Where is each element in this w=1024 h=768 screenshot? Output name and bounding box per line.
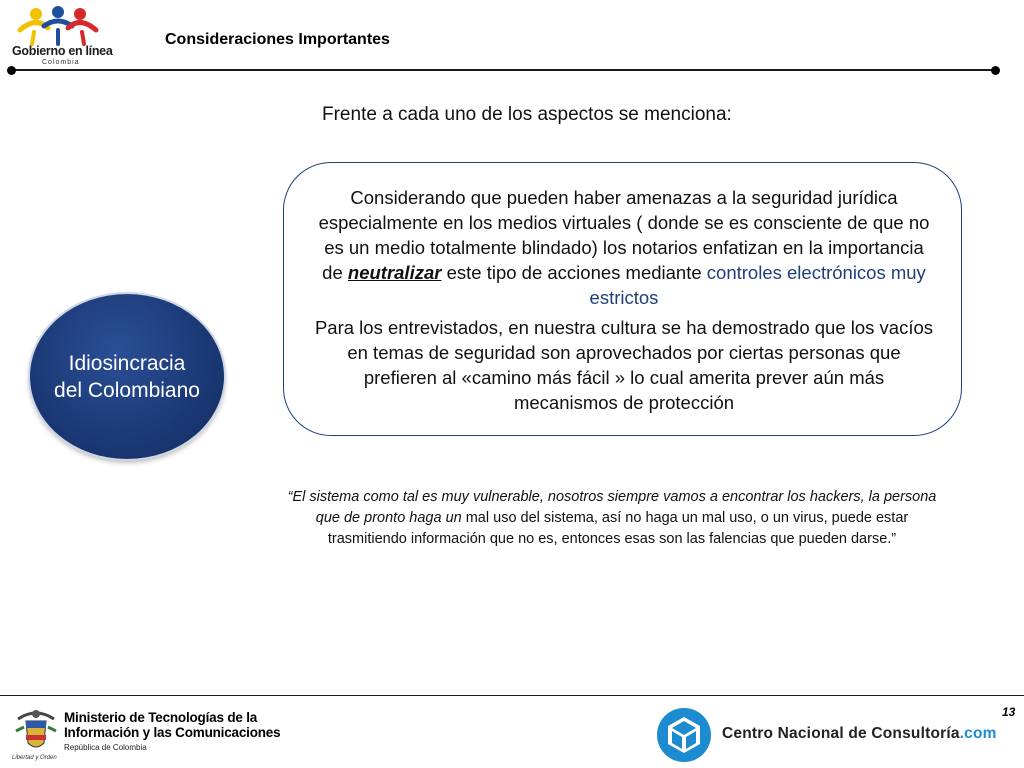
logo-main-text: Gobierno en línea bbox=[12, 44, 113, 58]
header-divider bbox=[12, 69, 996, 71]
divider-dot-left bbox=[7, 66, 16, 75]
cnc-name bbox=[722, 725, 997, 743]
para1-text-b: este tipo de acciones mediante bbox=[441, 262, 707, 283]
callout-box bbox=[283, 162, 962, 436]
divider-dot-right bbox=[991, 66, 1000, 75]
cnc-logo bbox=[656, 706, 997, 764]
ministry-country: República de Colombia bbox=[64, 743, 147, 752]
cnc-cube-logo bbox=[656, 707, 712, 763]
ministry-name-line-2: Información y las Comunicaciones bbox=[64, 725, 281, 740]
quote-normal: mal uso del sistema, así no haga un mal uso, o un virus, puede estar trasmitiendo información que no es, entonces esas son las falencias que pueden darse.” bbox=[327, 510, 909, 547]
ministry-motto: Libertad y Orden bbox=[12, 755, 57, 761]
ministry-logo bbox=[10, 703, 281, 765]
quote-italic: “El sistema como tal es muy vulnerable, nosotros siempre vamos a encontrar los hackers, la persona que de pronto haga un bbox=[287, 489, 937, 526]
callout-paragraph-1 bbox=[314, 185, 934, 310]
gobierno-en-linea-logo bbox=[8, 4, 113, 70]
intro-text: Frente a cada uno de los aspectos se menciona: bbox=[322, 104, 732, 125]
ministry-name-line-1: Ministerio de Tecnologías de la bbox=[64, 710, 258, 725]
callout-paragraph-2: Para los entrevistados, en nuestra cultura se ha demostrado que los vacíos en temas de seguridad son aprovechados por ciertas personas que prefieren al «camino más fácil » lo cual amerita prever aún más mecanismos de protección bbox=[314, 317, 934, 413]
slide-title: Consideraciones Importantes bbox=[165, 31, 390, 48]
colombia-coat-of-arms-icon bbox=[14, 705, 58, 755]
footer-divider bbox=[0, 695, 1024, 696]
topic-circle-label: Idiosincracia del Colombiano bbox=[54, 351, 200, 402]
topic-circle bbox=[30, 294, 224, 459]
para1-text-a: Considerando que pueden haber amenazas a la seguridad jurídica especialmente en los medios virtuales ( donde se es consciente de que no es un medio totalmente blindado) los notarios enfatizan en la importancia de bbox=[318, 187, 930, 283]
interview-quote bbox=[278, 487, 946, 550]
page-number: 13 bbox=[1002, 705, 1016, 719]
logo-sub-text: Colombia bbox=[42, 59, 80, 66]
cnc-name-suffix: .com bbox=[959, 725, 997, 742]
cnc-name-main: Centro Nacional de Consultoría bbox=[722, 725, 960, 742]
para1-highlight: controles electrónicos muy estrictos bbox=[589, 262, 926, 308]
para1-emphasis: neutralizar bbox=[347, 262, 442, 283]
